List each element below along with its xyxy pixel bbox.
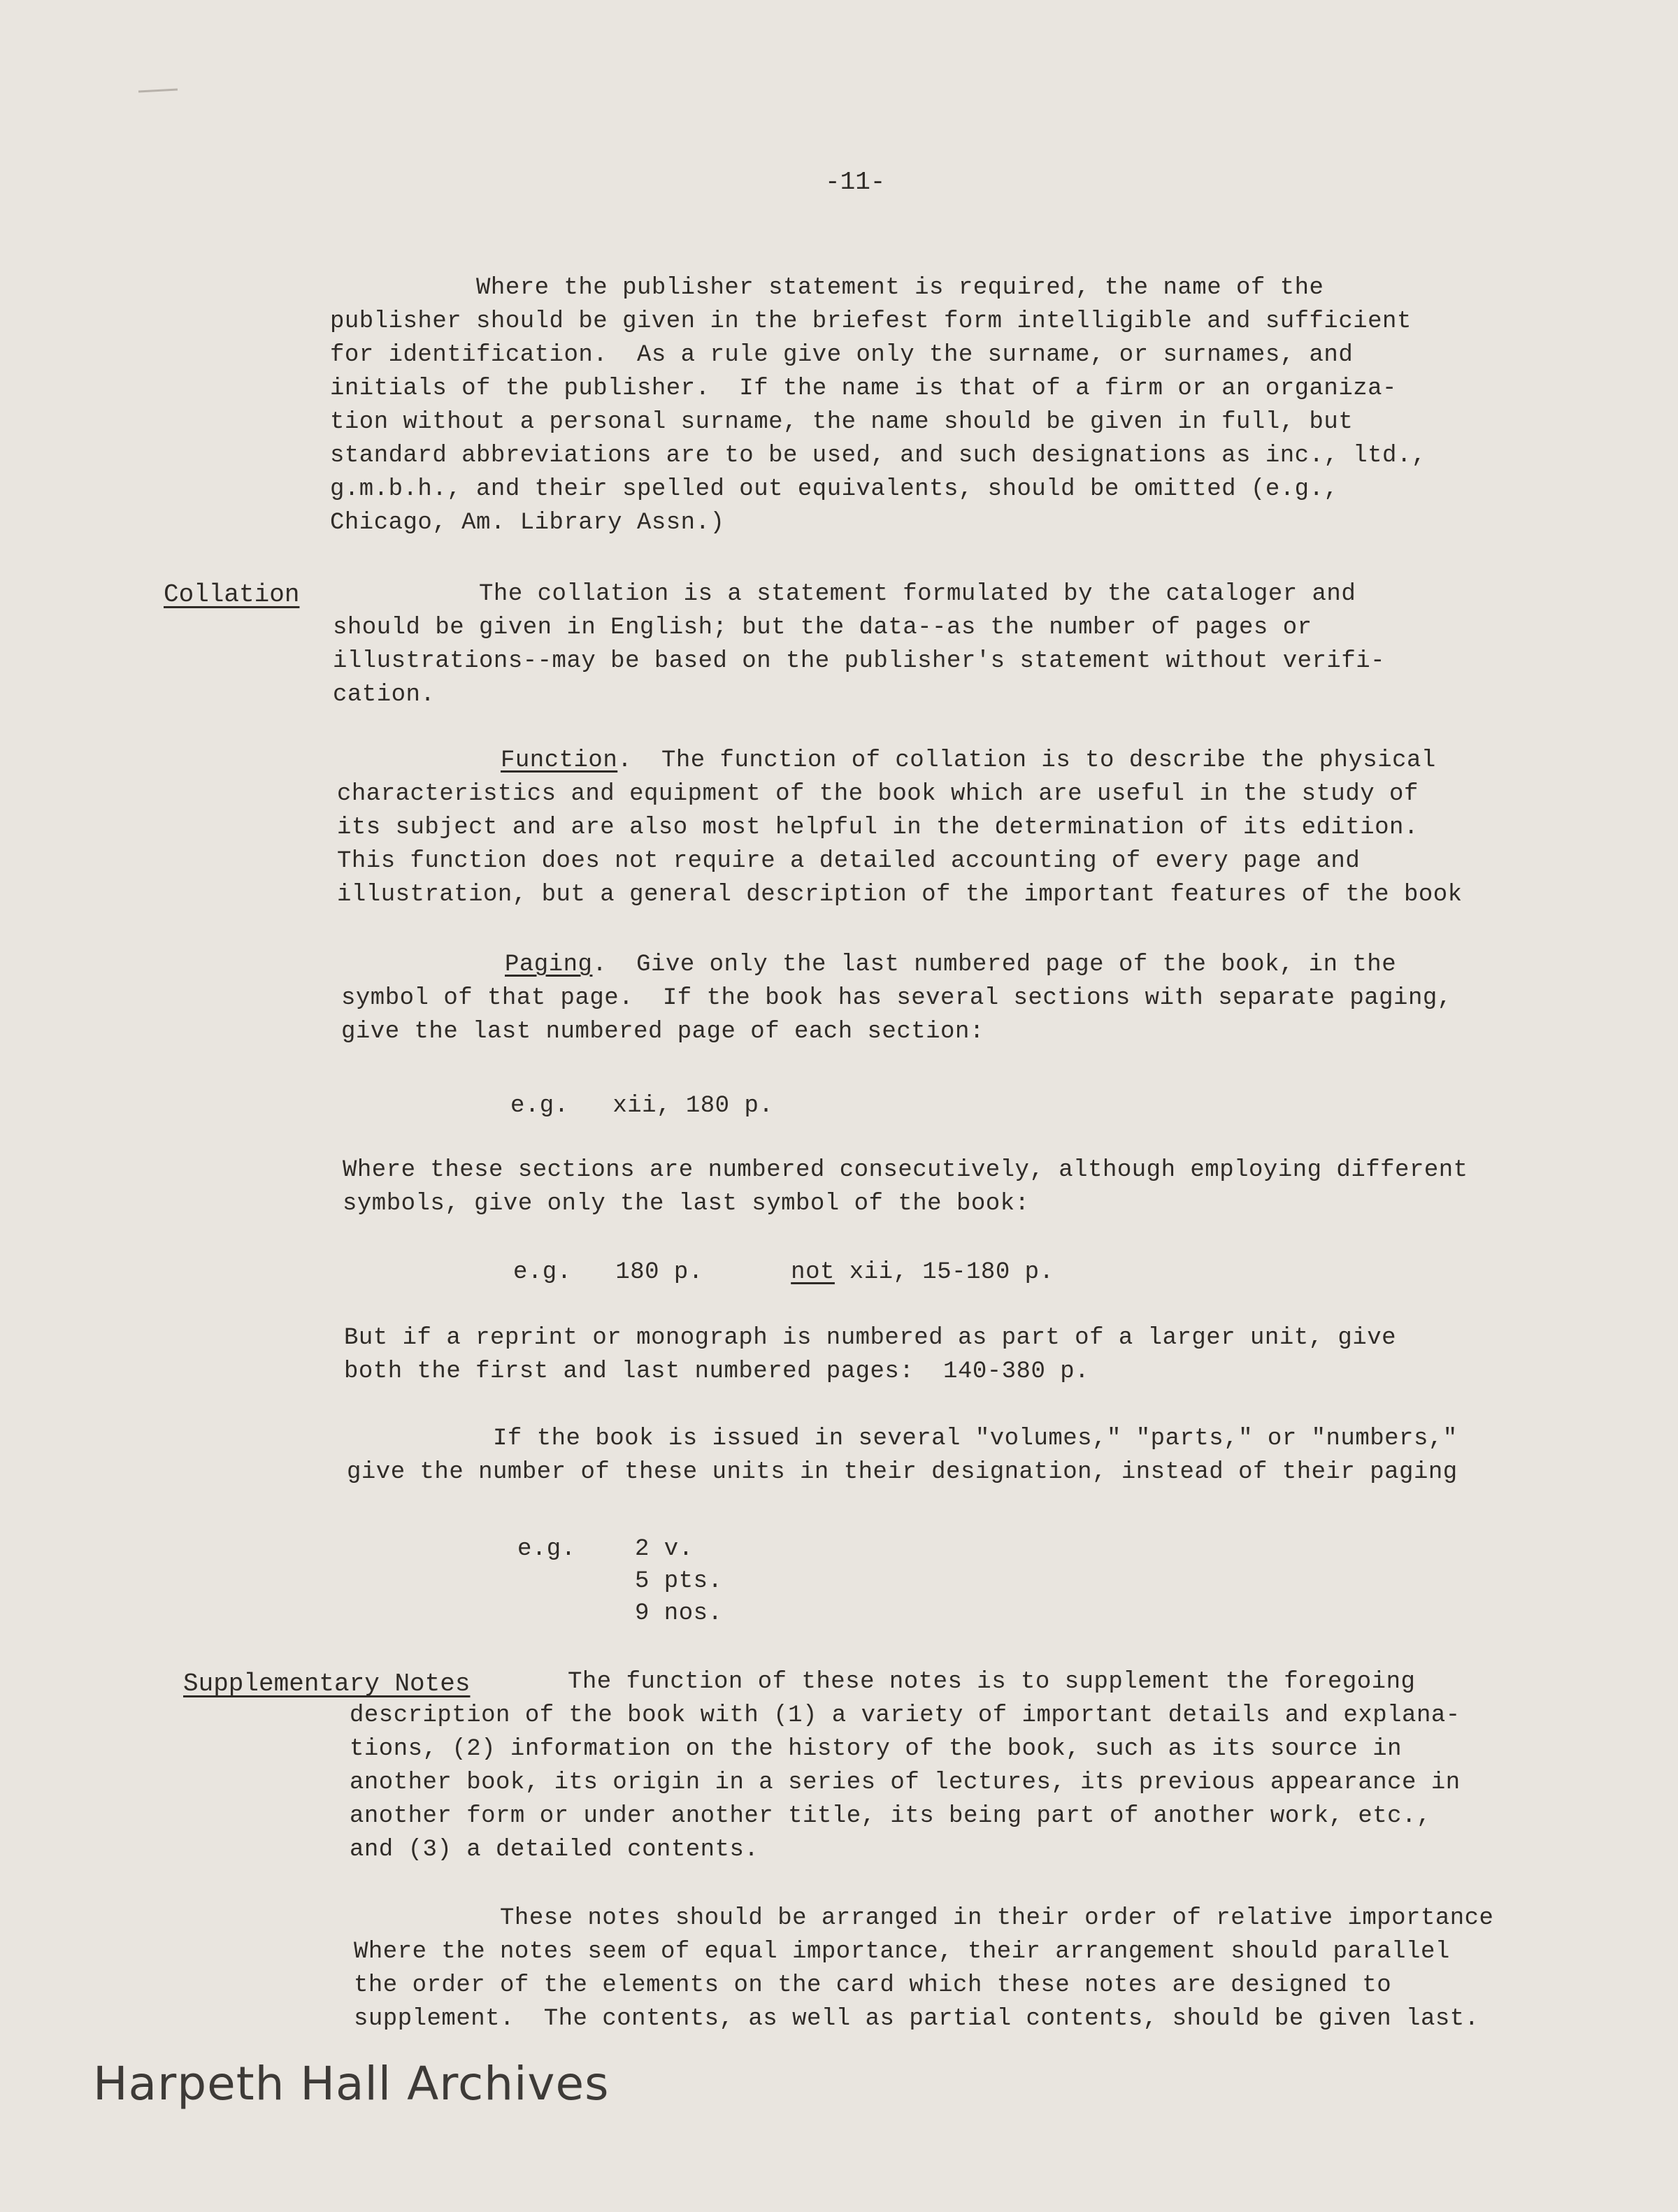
text-line: its subject and are also most helpful in the determination of its edition. bbox=[337, 814, 1419, 841]
collation-heading: Collation bbox=[164, 580, 300, 609]
text-line: This function does not require a detailed accounting of every page and bbox=[337, 848, 1361, 875]
text-line: supplement. The contents, as well as partial contents, should be given last. bbox=[354, 2006, 1479, 2032]
example-line bbox=[513, 1256, 1054, 1290]
text-line: symbol of that page. If the book has several sections with separate paging, bbox=[341, 985, 1452, 1012]
text-line: description of the book with (1) a variety of important details and explana- bbox=[350, 1702, 1461, 1729]
page-number: -11- bbox=[825, 168, 886, 196]
text-line: illustration, but a general description of the important features of the book bbox=[337, 882, 1463, 908]
text-line: But if a reprint or monograph is numbered as part of a larger unit, give bbox=[344, 1325, 1397, 1351]
text-run: . The function of collation is to describe the physical bbox=[617, 747, 1436, 774]
text-run: xii, 15-180 p. bbox=[834, 1259, 1054, 1286]
text-line: Where the publisher statement is required, the name of the bbox=[330, 275, 1324, 301]
text-line: for identification. As a rule give only the surname, or surnames, and bbox=[330, 342, 1354, 368]
text-line: publisher should be given in the briefest form intelligible and sufficient bbox=[330, 308, 1412, 335]
text-line: Where the notes seem of equal importance, their arrangement should parallel bbox=[354, 1939, 1450, 1965]
text-line: standard abbreviations are to be used, and such designations as inc., ltd., bbox=[330, 443, 1426, 469]
text-line: both the first and last numbered pages: 140-380 p. bbox=[344, 1358, 1090, 1385]
text-run: . Give only the last numbered page of the book, in the bbox=[592, 951, 1397, 978]
example-item: 2 v. bbox=[635, 1536, 694, 1563]
text-line: initials of the publisher. If the name is that of a firm or an organiza- bbox=[330, 375, 1397, 402]
function-label: Function bbox=[501, 747, 618, 774]
not-label: not bbox=[791, 1259, 835, 1286]
text-line bbox=[501, 744, 1436, 778]
supplementary-notes-heading: Supplementary Notes bbox=[183, 1669, 471, 1698]
text-line: give the last numbered page of each section: bbox=[341, 1019, 984, 1045]
text-line: tions, (2) information on the history of the book, such as its source in bbox=[350, 1736, 1403, 1762]
text-line: The collation is a statement formulated by the cataloger and bbox=[333, 581, 1356, 608]
example-label: e.g. bbox=[517, 1536, 576, 1563]
paper-mark bbox=[138, 89, 178, 93]
text-line: g.m.b.h., and their spelled out equivalents, should be omitted (e.g., bbox=[330, 476, 1339, 503]
text-line: illustrations--may be based on the publisher's statement without verifi- bbox=[333, 648, 1386, 675]
text-line: If the book is issued in several "volumes," "parts," or "numbers," bbox=[347, 1425, 1458, 1452]
text-line: another book, its origin in a series of lectures, its previous appearance in bbox=[350, 1769, 1461, 1796]
archive-watermark: Harpeth Hall Archives bbox=[93, 2057, 610, 2111]
text-line: Chicago, Am. Library Assn.) bbox=[330, 510, 725, 536]
text-run: e.g. 180 p. bbox=[513, 1259, 703, 1286]
text-line: characteristics and equipment of the book which are useful in the study of bbox=[337, 781, 1419, 807]
text-line: should be given in English; but the data--as the number of pages or bbox=[333, 615, 1312, 641]
text-line: These notes should be arranged in their order of relative importance bbox=[354, 1905, 1494, 1932]
text-line: give the number of these units in their designation, instead of their paging bbox=[347, 1459, 1458, 1486]
example-item: 9 nos. bbox=[635, 1600, 723, 1627]
text-line: tion without a personal surname, the name should be given in full, but bbox=[330, 409, 1354, 436]
example-item: 5 pts. bbox=[635, 1568, 723, 1595]
text-line: Where these sections are numbered consecutively, although employing different bbox=[343, 1157, 1468, 1184]
text-line: another form or under another title, its being part of another work, etc., bbox=[350, 1803, 1431, 1830]
text-line: symbols, give only the last symbol of the book: bbox=[343, 1191, 1030, 1217]
paging-label: Paging bbox=[505, 951, 593, 978]
text-line: the order of the elements on the card which these notes are designed to bbox=[354, 1972, 1392, 1999]
text-line bbox=[505, 948, 1396, 982]
text-line: and (3) a detailed contents. bbox=[350, 1837, 759, 1863]
example-line: e.g. xii, 180 p. bbox=[510, 1093, 774, 1119]
text-line: The function of these notes is to supplement the foregoing bbox=[568, 1669, 1416, 1695]
text-line: cation. bbox=[333, 682, 436, 708]
